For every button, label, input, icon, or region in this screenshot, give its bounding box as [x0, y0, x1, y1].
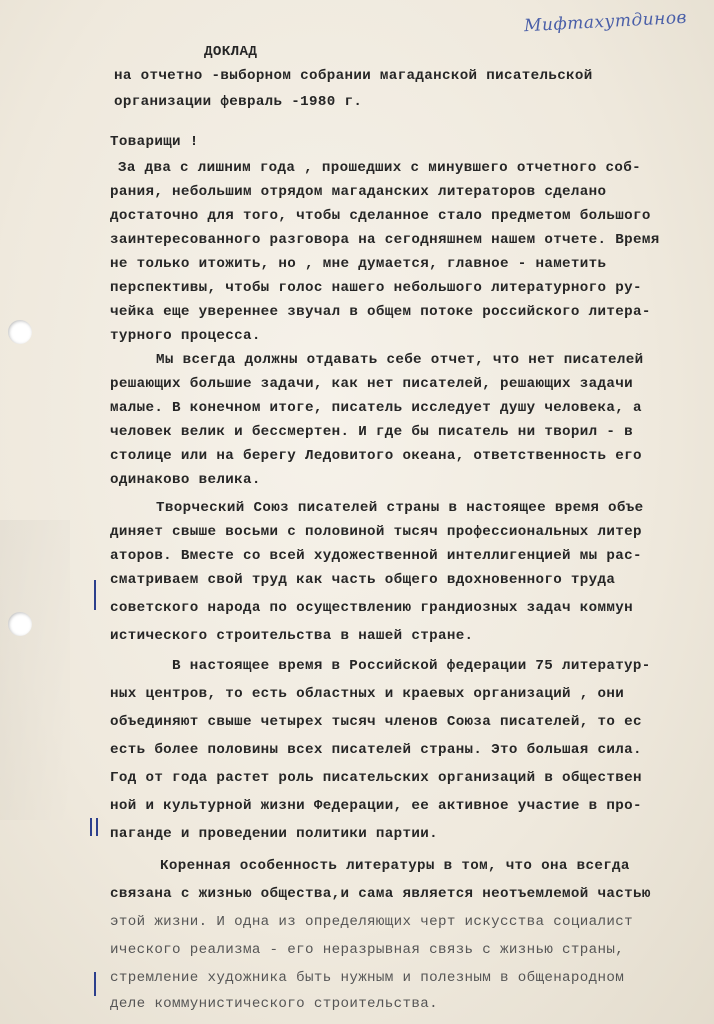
margin-pen-mark — [96, 818, 98, 836]
text-line: человек велик и бессмертен. И где бы писатель ни творил - в — [110, 424, 633, 440]
text-line: паганде и проведении политики партии. — [110, 826, 438, 842]
margin-pen-mark — [94, 972, 96, 996]
text-line: сматриваем свой труд как часть общего вдохновенного труда — [110, 572, 616, 588]
text-line: малые. В конечном итоге, писатель исследует душу человека, а — [110, 400, 642, 416]
text-line: столице или на берегу Ледовитого океана, ответственность его — [110, 448, 642, 464]
text-line: перспективы, чтобы голос нашего небольшого литературного ру- — [110, 280, 642, 296]
text-line: Творческий Союз писателей страны в настоящее время объе — [156, 500, 644, 516]
text-line: За два с лишним года , прошедших с минувшего отчетного соб- — [118, 160, 641, 176]
text-line: турного процесса. — [110, 328, 261, 344]
text-line: не только итожить, но , мне думается, главное - наметить — [110, 256, 607, 272]
text-line: рания, небольшим отрядом магаданских литераторов сделано — [110, 184, 607, 200]
text-line: ных центров, то есть областных и краевых организаций , они — [110, 686, 625, 702]
text-line: истического строительства в нашей стране. — [110, 628, 474, 644]
text-line: чейка еще увереннее звучал в общем потоке российского литера- — [110, 304, 651, 320]
subtitle-line: на отчетно -выборном собрании магаданской писательской — [114, 68, 593, 84]
text-line: связана с жизнью общества,и сама является неотъемлемой частью — [110, 886, 651, 902]
text-line: ной и культурной жизни Федерации, ее активное участие в про- — [110, 798, 642, 814]
margin-pen-mark — [90, 818, 92, 836]
document-title: ДОКЛАД — [204, 44, 258, 60]
text-line: решающих большие задачи, как нет писателей, решающих задачи — [110, 376, 633, 392]
text-line: Коренная особенность литературы в том, что она всегда — [160, 858, 630, 874]
text-line: заинтересованного разговора на сегодняшнем нашем отчете. Время — [110, 232, 660, 248]
text-line: объединяют свыше четырех тысяч членов Союза писателей, то ес — [110, 714, 642, 730]
punch-hole — [8, 612, 32, 636]
text-line: достаточно для того, чтобы сделанное стало предметом большого — [110, 208, 651, 224]
text-line: Мы всегда должны отдавать себе отчет, что нет писателей — [156, 352, 644, 368]
text-line: этой жизни. И одна из определяющих черт искусства социалист — [110, 914, 633, 930]
text-line: деле коммунистического строительства. — [110, 996, 438, 1012]
text-line: В настоящее время в Российской федерации 75 литератур- — [172, 658, 651, 674]
text-line: ического реализма - его неразрывная связь с жизнью страны, — [110, 942, 625, 958]
text-line: Год от года растет роль писательских организаций в обществен — [110, 770, 642, 786]
handwritten-author-note: Мифтахутдинов — [523, 7, 688, 37]
subtitle-line: организации февраль -1980 г. — [114, 94, 363, 110]
text-line: одинаково велика. — [110, 472, 261, 488]
text-line: есть более половины всех писателей страны. Это большая сила. — [110, 742, 642, 758]
text-line: диняет свыше восьми с половиной тысяч профессиональных литер — [110, 524, 642, 540]
text-line: советского народа по осуществлению грандиозных задач коммун — [110, 600, 633, 616]
text-line: стремление художника быть нужным и полезным в общенародном — [110, 970, 625, 986]
paper-crease — [0, 520, 70, 820]
text-line: аторов. Вместе со всей художественной интеллигенцией мы рас- — [110, 548, 642, 564]
greeting: Товарищи ! — [110, 134, 199, 150]
margin-pen-mark — [94, 580, 96, 610]
punch-hole — [8, 320, 32, 344]
